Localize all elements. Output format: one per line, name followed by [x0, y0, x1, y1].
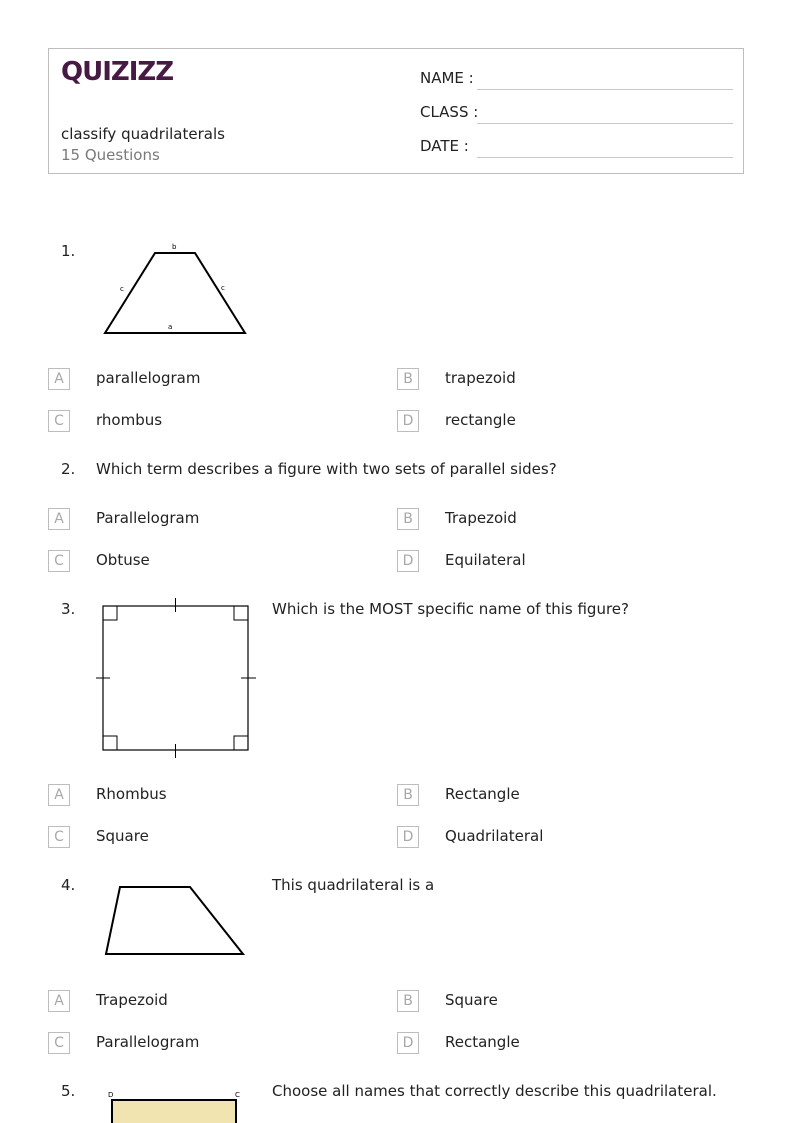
q3-option-d-box[interactable]: D [397, 826, 419, 848]
q3-option-a-text: Rhombus [96, 785, 167, 803]
trapezoid-figure-q1 [100, 238, 250, 338]
q3-option-c-box[interactable]: C [48, 826, 70, 848]
date-label: DATE : [420, 137, 469, 155]
worksheet-header [48, 48, 744, 174]
question-3-number: 3. [61, 600, 76, 618]
class-field[interactable] [477, 123, 733, 124]
q3-option-d-text: Quadrilateral [445, 827, 544, 845]
q2-option-d-text: Equilateral [445, 551, 526, 569]
q4-option-c-box[interactable]: C [48, 1032, 70, 1054]
q4-option-b-box[interactable]: B [397, 990, 419, 1012]
question-2-number: 2. [61, 460, 76, 478]
q2-option-b-box[interactable]: B [397, 508, 419, 530]
label-d: D [108, 1091, 114, 1099]
q4-option-d-box[interactable]: D [397, 1032, 419, 1054]
q4-option-c-text: Parallelogram [96, 1033, 200, 1051]
q1-option-c-text: rhombus [96, 411, 163, 429]
label-b: b [172, 243, 177, 251]
label-a: a [168, 323, 173, 331]
question-5-number: 5. [61, 1082, 76, 1100]
q2-option-c-text: Obtuse [96, 551, 150, 569]
q4-option-d-text: Rectangle [445, 1033, 520, 1051]
question-2-text: Which term describes a figure with two sets of parallel sides? [96, 460, 557, 478]
question-4-text: This quadrilateral is a [272, 876, 435, 894]
label-c-left: c [120, 285, 124, 293]
name-field[interactable] [477, 89, 733, 90]
label-c-right: c [221, 284, 225, 292]
q1-option-a-box[interactable]: A [48, 368, 70, 390]
q4-option-a-box[interactable]: A [48, 990, 70, 1012]
q3-option-a-box[interactable]: A [48, 784, 70, 806]
q1-option-a-text: parallelogram [96, 369, 201, 387]
square-figure-q3 [96, 598, 258, 760]
question-3-text: Which is the MOST specific name of this figure? [272, 600, 629, 618]
q1-option-c-box[interactable]: C [48, 410, 70, 432]
quizizz-logo: QUIZIZZ [61, 57, 174, 87]
question-1-number: 1. [61, 242, 76, 260]
q3-option-b-text: Rectangle [445, 785, 520, 803]
q1-option-b-box[interactable]: B [397, 368, 419, 390]
q1-option-b-text: trapezoid [445, 369, 516, 387]
q4-option-a-text: Trapezoid [96, 991, 168, 1009]
q4-option-b-text: Square [445, 991, 498, 1009]
worksheet-title: classify quadrilaterals [61, 125, 225, 143]
q2-option-a-text: Parallelogram [96, 509, 200, 527]
question-count: 15 Questions [61, 146, 160, 164]
name-label: NAME : [420, 69, 474, 87]
question-5-text: Choose all names that correctly describe this quadrilateral. [272, 1082, 717, 1100]
trapezoid-figure-q4 [100, 880, 250, 960]
label-c: C [235, 1091, 240, 1099]
q1-option-d-box[interactable]: D [397, 410, 419, 432]
q2-option-b-text: Trapezoid [445, 509, 517, 527]
class-label: CLASS : [420, 103, 479, 121]
question-4-number: 4. [61, 876, 76, 894]
q1-option-d-text: rectangle [445, 411, 516, 429]
rectangle-figure-q5 [104, 1088, 244, 1123]
q2-option-d-box[interactable]: D [397, 550, 419, 572]
q3-option-b-box[interactable]: B [397, 784, 419, 806]
q2-option-a-box[interactable]: A [48, 508, 70, 530]
q2-option-c-box[interactable]: C [48, 550, 70, 572]
q3-option-c-text: Square [96, 827, 149, 845]
date-field[interactable] [477, 157, 733, 158]
